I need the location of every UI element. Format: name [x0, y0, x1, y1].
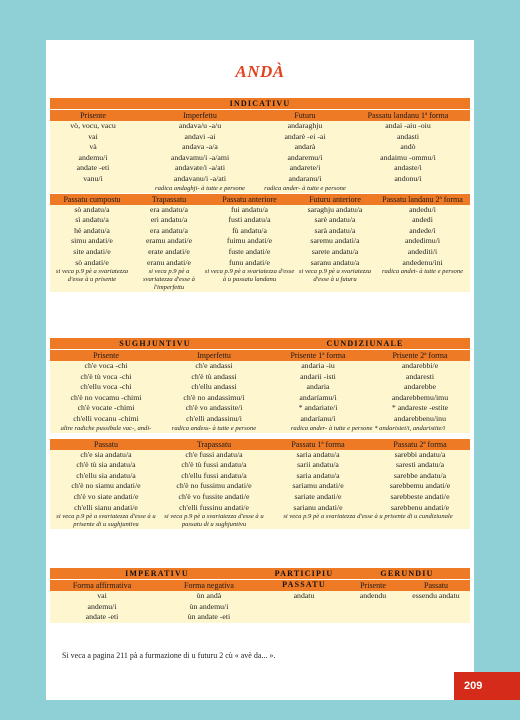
table-cell: ch'è tù andassi [191, 371, 237, 381]
note-cell: si veca p.9 pè a svariatezza d'esse à u prisente di u sughjuntivu [56, 513, 156, 529]
imperativu-header: IMPERATIVU [125, 569, 189, 578]
table-cell: andatu [293, 591, 315, 600]
table-row [50, 372, 470, 383]
passatu-notes [50, 513, 470, 529]
table-row [50, 226, 470, 237]
compound-col-4: Passatu landanu 2ª forma [382, 194, 463, 204]
table-cell: saresti andatu/a [395, 460, 445, 470]
table-cell: ch'è no andassimu/i [183, 392, 245, 402]
table-cell: ch'è vo fussite andati/e [178, 491, 250, 501]
table-cell: sò andati/e [75, 257, 109, 267]
footer-note: Si veca a pagina 211 pà a furmazione di u futuru 2 cù « avè da... ». [62, 651, 276, 660]
table-row [50, 215, 470, 226]
note-cell: si veca p.9 pè a svariatezza d'esse à u futuru [298, 268, 372, 284]
indicativu-header: INDICATIVU [50, 98, 470, 109]
table-cell [344, 602, 402, 613]
table-cell: andarebbenu/inu [394, 413, 446, 423]
table-cell: eranu andati/e [147, 257, 191, 267]
table-cell: sarebbi andatu/a [394, 449, 446, 459]
table-cell: ch'ellu sia andatu/a [76, 470, 136, 480]
table-cell: vò, vocu, vacu [70, 121, 116, 130]
table-cell: andavanu/i -a/ati [173, 173, 227, 183]
note-cell: si veca p.9 pè a svariatezza d'esse à u prisente [55, 268, 129, 284]
table-cell: andarii -isti [300, 371, 336, 381]
table-cell: andemu/i [78, 152, 108, 162]
table-cell: vanu/i [83, 173, 103, 183]
table-cell: sarebbeste andati/e [390, 491, 450, 501]
table-cell: andemu/i [87, 601, 117, 611]
table-cell: andonu/i [394, 173, 422, 183]
table-row [50, 481, 470, 492]
table-cell: essendu andatu [412, 591, 460, 600]
sughjuntivu-col-0: Prisente [93, 351, 119, 360]
table-row [50, 236, 470, 247]
note-cell: altre radiche pussibule vac-, andi- [60, 424, 152, 432]
imperativu-col-0: Forma affirmativa [72, 581, 132, 590]
imperativu-col-4: Passatu [424, 581, 448, 590]
note-cell: si veca p.9 pè a svariatezza d'esse à u prisente di u cundiziunale [283, 513, 453, 521]
table-cell: funu andati/e [229, 257, 270, 267]
table-cell: sò andatu/a [74, 204, 110, 214]
indicativu-columns [50, 109, 470, 121]
table-row [50, 132, 470, 143]
table-cell: erate andati/e [148, 246, 190, 256]
sughjuntivu-col-3: Prisente 2ª forma [392, 351, 448, 360]
table-row [50, 258, 470, 269]
table-cell [402, 612, 470, 623]
table-row [50, 450, 470, 461]
table-cell: ùn andate -eti [187, 612, 231, 622]
table-cell: ch'è tù fussi andatu/a [181, 460, 247, 470]
indicativu-col-1: Imperfettu [183, 111, 217, 120]
compound-columns [50, 193, 470, 205]
passatu-columns [50, 433, 470, 450]
table-cell: andaríanu/i [300, 413, 336, 423]
table-cell: ch'elli vocanu -chimi [73, 413, 139, 423]
table-cell: andarà [294, 142, 316, 152]
table-cell [402, 602, 470, 613]
table-cell: saremu andati/a [310, 236, 360, 246]
table-cell: sariamu andati/e [292, 481, 344, 491]
table-cell [264, 602, 344, 613]
sughjuntivu-header-row [50, 338, 470, 349]
table-row [50, 492, 470, 503]
table-cell: era andatu/a [150, 204, 188, 214]
table-cell: sarebbe andatu/a [393, 470, 447, 480]
table-cell: andavi -ai [184, 131, 216, 141]
gerundiu-header: GERUNDIU [380, 569, 434, 578]
table-cell: era andatu/a [150, 225, 188, 235]
table-cell: ch'è tù sia andatu/a [76, 460, 136, 470]
table-cell: andavamu/i -a/ami [170, 152, 230, 162]
sughjuntivu-col-2: Prisente 1ª forma [290, 351, 346, 360]
page [46, 40, 474, 700]
indicativu-col-3: Passatu landanu 1ª forma [367, 111, 449, 120]
imperativu-columns [50, 579, 470, 591]
table-row [50, 471, 470, 482]
table-cell: saria andatu/a [296, 449, 340, 459]
table-cell: sariate andati/e [294, 491, 342, 501]
table-row [50, 612, 470, 623]
note-cell: radica andet- à tutte e persone [381, 268, 464, 276]
note-cell: radica ander- à tutte e persone [264, 184, 346, 192]
passatu-col-0: Passatu [94, 439, 118, 449]
table-cell: andaremu/i [287, 152, 323, 162]
table-cell: andaria -iu [301, 361, 335, 370]
table-row [50, 163, 470, 174]
passatu-col-1: Trapassatu [196, 439, 232, 449]
table-cell: andate -eti [76, 163, 110, 173]
compound-notes [50, 268, 470, 292]
table-row [50, 503, 470, 514]
table-cell: và [89, 142, 97, 152]
table-cell: sarebbemu andati/e [389, 481, 451, 491]
table-cell: ch'e sia andatu/a [80, 449, 132, 459]
table-cell: andendu [359, 591, 387, 600]
table-row [50, 361, 470, 372]
passatu-col-2: Passatu 1ª forma [291, 439, 345, 449]
passatu-col-3: Passatu 2ª forma [393, 439, 447, 449]
compound-col-1: Trapassatu [151, 194, 187, 204]
table-cell: andava/u -a/u [178, 121, 222, 130]
table-cell: andò [400, 142, 416, 152]
table-cell: andedu/i [409, 204, 436, 214]
table-cell: ch'e andassi [195, 361, 233, 370]
note-cell: si veca p.9 pè a svariatezza d'esse à u passatu di u sughjuntivu [164, 513, 264, 529]
table-cell: ch'è no vocamu -chimi [70, 392, 142, 402]
table-row [50, 414, 470, 425]
sughjuntivu-notes [50, 425, 470, 433]
table-cell: ch'ellu andassi [191, 382, 237, 392]
table-cell: andaraghju [287, 121, 323, 130]
table-cell: ch'è vo andassite/i [185, 403, 243, 413]
table-cell: andavate/i -a/ati [174, 163, 225, 173]
note-cell: si veca p.9 pè a svariatezza d'esse à l'imperfettu [143, 268, 195, 292]
table-cell [264, 612, 344, 623]
table-cell: ch'è vo siate andati/e [73, 491, 139, 501]
table-cell [344, 612, 402, 623]
table-cell: ch'elli andassinu/i [186, 413, 242, 423]
table-cell: andaranu/i [288, 173, 322, 183]
page-title: ANDÀ [235, 62, 285, 81]
table-row [50, 142, 470, 153]
table-cell: ch'è tù voca -chi [80, 371, 132, 381]
table-cell: andasti [396, 131, 420, 141]
table-cell: * andariate/i [298, 403, 338, 413]
table-row [50, 403, 470, 414]
table-cell: ch'ellu fussi andatu/a [181, 470, 247, 480]
participiu-header: PARTICIPIU PASSATU [274, 569, 334, 589]
sughjuntivu-section [50, 338, 470, 529]
table-row [50, 602, 470, 613]
table-cell: fuimu andati/e [226, 236, 273, 246]
note-cell: radica andaghji- à tutte e persone [155, 184, 245, 192]
compound-col-3: Futuru anteriore [309, 194, 361, 204]
note-cell [50, 185, 136, 193]
imperativu-col-3: Prisente [360, 581, 386, 590]
table-cell: saria andatu/a [296, 470, 340, 480]
indicativu-col-2: Futuru [294, 111, 316, 120]
table-cell: simu andati/e [71, 236, 113, 246]
table-row [50, 153, 470, 164]
table-row [50, 121, 470, 132]
table-cell: fù andatu/a [232, 225, 267, 235]
table-cell: ùn andà [196, 591, 222, 600]
table-cell: andarebbemu/imu [391, 392, 449, 402]
table-cell: ch'elli fussinu andati/e [179, 502, 249, 512]
table-cell: andaimu -ommu/i [380, 152, 436, 162]
table-cell: ch'ellu voca -chi [80, 382, 132, 392]
table-cell: site andati/e [73, 246, 111, 256]
table-cell: saranu andatu/a [310, 257, 360, 267]
compound-col-0: Passatu cumpostu [63, 194, 121, 204]
table-cell: andediti/i [407, 246, 438, 256]
imperativu-col-1: Forma negativa [184, 581, 234, 590]
table-cell: andaria [306, 382, 330, 392]
page-number: 209 [454, 672, 520, 700]
note-cell: radica andess- à tutte e persone [171, 424, 257, 432]
table-cell: andedenu/ini [402, 257, 443, 267]
table-row [50, 174, 470, 185]
table-cell: sì andatu/a [75, 215, 109, 225]
table-cell: fuste andati/e [228, 246, 271, 256]
table-row [50, 247, 470, 258]
table-cell: ùn andemu/i [189, 601, 229, 611]
table-cell: * andareste -estite [391, 403, 449, 413]
imperativu-section [50, 568, 470, 623]
table-cell: ch'è vocate -chimi [77, 403, 135, 413]
table-cell: andarè -ei -ai [284, 131, 326, 141]
table-cell: sarianu andati/e [293, 502, 343, 512]
table-cell: ch'è no siamu andati/e [71, 481, 141, 491]
table-cell: andaresti [405, 371, 435, 381]
table-cell: sarè andatu/a [314, 215, 356, 225]
table-cell: andarete/i [289, 163, 321, 173]
compound-col-2: Passatu anteriore [222, 194, 277, 204]
table-cell: andedimu/i [404, 236, 441, 246]
table-cell: saraghju andatu/a [307, 204, 363, 214]
table-cell: andarebbi/e [401, 361, 439, 370]
table-row [50, 393, 470, 404]
indicativu-notes [50, 185, 470, 193]
table-row [50, 591, 470, 602]
table-cell: andarebbe [403, 382, 437, 392]
indicativu-section [50, 98, 470, 292]
note-cell [346, 185, 470, 193]
table-row [50, 205, 470, 216]
table-cell: sarii andatu/a [297, 460, 339, 470]
table-cell: ch'è no fussimu andati/e [176, 481, 252, 491]
table-cell: sarebbenu andati/e [390, 502, 450, 512]
table-cell: sarà andatu/a [314, 225, 356, 235]
table-cell: ch'e fussi andatu/a [185, 449, 243, 459]
table-cell: vai [97, 591, 107, 600]
table-cell: andai -aiu -oiu [385, 121, 431, 130]
table-cell: fui andatu/a [230, 204, 269, 214]
table-row [50, 382, 470, 393]
table-cell: eramu andati/e [145, 236, 193, 246]
sughjuntivu-header: SUGHJUNTIVU [119, 339, 191, 348]
sughjuntivu-col-1: Imperfettu [197, 351, 231, 360]
table-cell: andava -a/a [182, 142, 218, 152]
table-cell: ch'elli sianu andati/e [74, 502, 138, 512]
table-row [50, 460, 470, 471]
table-cell: sarete andatu/a [311, 246, 359, 256]
table-cell: hè andatu/a [74, 225, 110, 235]
cundiziunale-header: CUNDIZIUNALE [326, 339, 404, 348]
indicativu-col-0: Prisente [80, 111, 106, 120]
table-cell: andaste/i [394, 163, 422, 173]
note-cell: radica ander- à tutte e persone * andaristei/i, andaristite/i [290, 424, 446, 432]
table-cell: andedi [412, 215, 433, 225]
table-cell: andaríamu/i [299, 392, 337, 402]
imperativu-col-2 [264, 580, 344, 591]
sughjuntivu-columns [50, 349, 470, 361]
table-cell: andede/i [409, 225, 436, 235]
table-cell: vai [88, 131, 98, 141]
table-cell: fusti andatu/a [228, 215, 271, 225]
note-cell: si veca p.9 pè a svariatezza d'esse à u passatu landanu [204, 268, 295, 284]
table-cell: andate -eti [85, 612, 119, 622]
table-cell: ch'e voca -chi [84, 361, 128, 370]
table-cell: eri andatu/a [150, 215, 188, 225]
